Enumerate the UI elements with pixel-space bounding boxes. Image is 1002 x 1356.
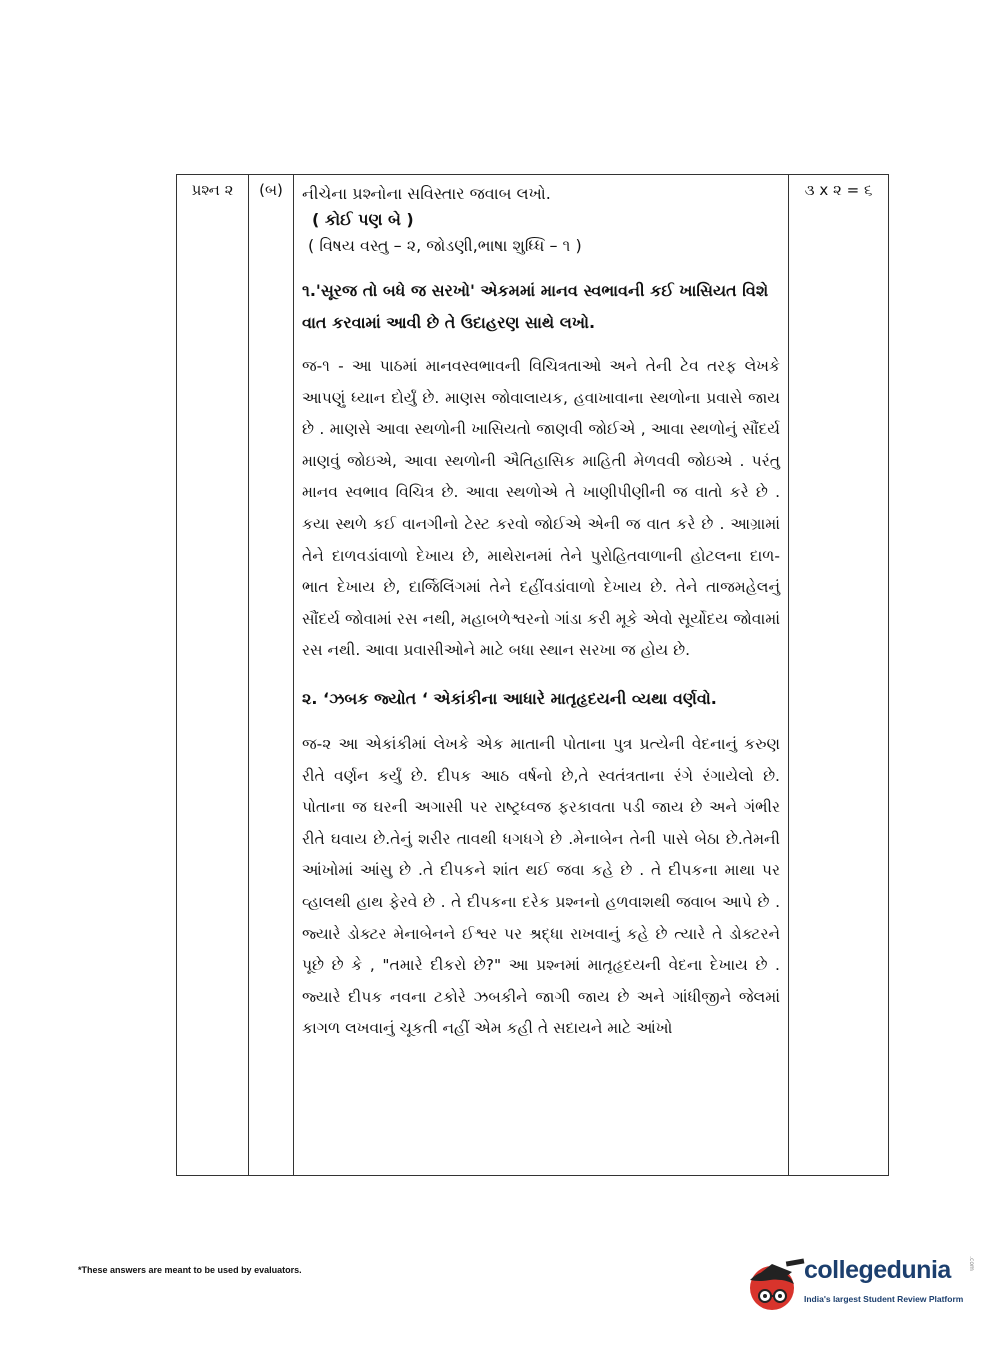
- choice-text: ( કોઈ પણ બે ): [312, 210, 414, 229]
- collegedunia-logo: [742, 1246, 975, 1322]
- question-sub-label: (બ): [249, 175, 294, 1176]
- student-mascot-icon: [742, 1250, 812, 1318]
- item-1-question: ૧.'સૂરજ તો બધે જ સરખો' એકમમાં માનવ સ્વભાવની કઈ ખાસિયત વિશે વાત કરવામાં આવી છે તે ઉદાહરણ સાથે લખો.: [302, 281, 769, 332]
- brand-tagline: India's largest Student Review Platform: [804, 1294, 964, 1304]
- answer-table: [176, 174, 889, 1176]
- evaluator-footnote: *These answers are meant to be used by evaluators.: [78, 1265, 302, 1275]
- brand-name: collegedunia: [804, 1256, 951, 1284]
- item-1-answer: જ-૧ - આ પાઠમાં માનવસ્વભાવની વિચિત્રતાઓ અને તેની ટેવ તરફ લેખકે આપણું ધ્યાન દોર્યું છે. માણસ જોવાલાયક, હવાખાવાના સ્થળોના પ્રવાસે જાય છે . માણસે આવા સ્થળોની ખાસિયતો જાણવી જોઈએ , આવા સ્થળોનું સૌંદર્ય માણવું જોઇએ, આવા સ્થળોની ઐતિહાસિક માહિતી મેળવવી જોઇએ . પરંતુ માનવ સ્વભાવ વિચિત્ર છે. આવા સ્થળોએ તે ખાણીપીણીની જ વાતો કરે છે . કયા સ્થળે કઈ વાનગીનો ટેસ્ટ કરવો જોઈએ એની જ વાત કરે છે . આગ્રામાં તેને દાળવડાંવાળો દેખાય છે, માથેરાનમાં તેને પુરોહિતવાળાની હોટલના દાળ-ભાત દેખાય છે, દાર્જિલિંગમાં તેને દહીંવડાંવાળો દેખાય છે. તેને તાજમહેલનું સૌંદર્ય જોવામાં રસ નથી, મહાબળેશ્વરનો ગાંડા કરી મૂકે એવો સૂર્યોદય જોવામાં રસ નથી. આવા પ્રવાસીઓને માટે બધા સ્થાન સરખા જ હોય છે.: [302, 357, 780, 660]
- brand-suffix: .com: [967, 1256, 975, 1271]
- marking-scheme-text: ( વિષય વસ્તુ – ૨, જોડણી,ભાષા શુધ્ધિ – ૧ ): [308, 236, 582, 255]
- instruction-text: નીચેના પ્રશ્નોના સવિસ્તાર જવાબ લખો.: [302, 184, 551, 203]
- question-content: [294, 175, 789, 1176]
- item-2-answer: જ-૨ આ એકાંકીમાં લેખકે એક માતાની પોતાના પુત્ર પ્રત્યેની વેદનાનું કરુણ રીતે વર્ણન કર્યું છે. દીપક આઠ વર્ષનો છે,તે સ્વતંત્રતાના રંગે રંગાયેલો છે. પોતાના જ ઘરની અગાસી પર રાષ્ટ્રધ્વજ ફરકાવતા પડી જાય છે અને ગંભીર રીતે ઘવાય છે.તેનું શરીર તાવથી ધગધગે છે .મેનાબેન તેની પાસે બેઠા છે.તેમની આંખોમાં આંસુ છે .તે દીપકને શાંત થઈ જવા કહે છે . તે દીપકના માથા પર વ્હાલથી હાથ ફેરવે છે . તે દીપકના દરેક પ્રશ્નનો હળવાશથી જવાબ આપે છે . જ્યારે ડોક્ટર મેનાબેનને ઈશ્વર પર શ્રદ્ધા રાખવાનું કહે છે ત્યારે તે ડોક્ટરને પૂછે છે કે , "તમારે દીકરો છે?" આ પ્રશ્નમાં માતૃહૃદયની વેદના દેખાય છે . જ્યારે દીપક નવના ટકોરે ઝબકીને જાગી જાય છે અને ગાંધીજીને જેલમાં કાગળ લખવાનું ચૂકતી નહીં એમ કહી તે સદાયને માટે આંખો: [302, 734, 780, 1038]
- question-number: પ્રશ્ન ૨: [177, 175, 249, 1176]
- item-2-question: ૨. ‘ઝબક જ્યોત ‘ એકાંકીના આધારે માતૃહૃદયની વ્યથા વર્ણવો.: [302, 688, 717, 708]
- table-row: [177, 175, 889, 1176]
- marks-cell: ૩ x ૨ = ૬: [789, 175, 889, 1176]
